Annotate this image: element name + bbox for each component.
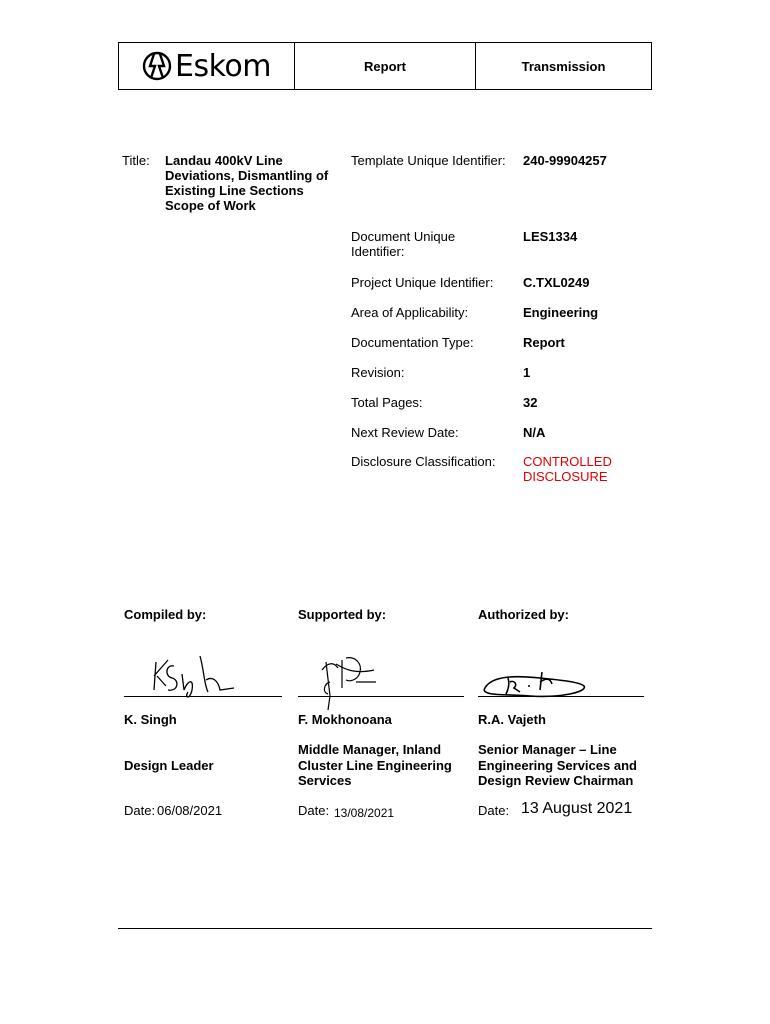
header-doc-type-label: Report: [364, 58, 406, 74]
footer-divider: [118, 928, 652, 929]
authorizer-role: Senior Manager – Line Engineering Services and Design Review Chairman: [478, 742, 637, 788]
eskom-logo-icon: [142, 50, 172, 82]
meta-value-classification: CONTROLLED DISCLOSURE: [523, 454, 612, 484]
compiler-role: Design Leader: [124, 758, 214, 773]
header-doc-type: [295, 43, 476, 89]
signature-r-a-vajeth: [480, 664, 590, 704]
meta-label-classification: Disclosure Classification:: [351, 454, 496, 469]
supporter-role: Middle Manager, Inland Cluster Line Engineering Services: [298, 742, 452, 788]
signature-f-mokhonoana: [316, 652, 396, 712]
signature-k-singh: [148, 650, 238, 702]
compiler-name: K. Singh: [124, 712, 177, 727]
meta-label-document-id: Document Unique Identifier:: [351, 229, 456, 259]
meta-label-revision: Revision:: [351, 365, 405, 380]
authorizer-date: 13 August 2021: [521, 800, 633, 817]
title-label: Title:: [122, 153, 150, 168]
meta-value-area: Engineering: [523, 305, 599, 320]
authorizer-date-label: Date:: [478, 803, 510, 818]
meta-value-next-review: N/A: [523, 425, 546, 440]
meta-value-document-id: LES1334: [523, 229, 578, 244]
meta-label-doc-type: Documentation Type:: [351, 335, 474, 350]
document-title: Landau 400kV Line Deviations, Dismantling of Existing Line Sections Scope of Work: [165, 153, 329, 213]
meta-value-template-id: 240-99904257: [523, 153, 607, 168]
supporter-date: 13/08/2021: [334, 806, 395, 820]
header-division-label: Transmission: [521, 58, 606, 74]
meta-label-area: Area of Applicability:: [351, 305, 469, 320]
supporter-date-label: Date:: [298, 803, 330, 818]
header-division: [476, 43, 651, 89]
meta-value-revision: 1: [523, 365, 531, 380]
meta-value-project-id: C.TXL0249: [523, 275, 590, 290]
meta-value-total-pages: 32: [523, 395, 538, 410]
supporter-name: F. Mokhonoana: [298, 712, 392, 727]
meta-label-next-review: Next Review Date:: [351, 425, 459, 440]
authorizer-name: R.A. Vajeth: [478, 712, 546, 727]
meta-label-project-id: Project Unique Identifier:: [351, 275, 494, 290]
eskom-logo: [142, 49, 271, 84]
logo-text: Eskom: [175, 48, 271, 84]
compiler-date-label: Date:: [124, 803, 156, 818]
supported-by-heading: Supported by:: [298, 607, 387, 622]
compiled-by-heading: Compiled by:: [124, 607, 207, 622]
meta-value-doc-type: Report: [523, 335, 565, 350]
meta-label-total-pages: Total Pages:: [351, 395, 423, 410]
compiler-date: 06/08/2021: [157, 803, 223, 818]
document-header: [118, 42, 652, 90]
authorized-by-heading: Authorized by:: [478, 607, 569, 622]
meta-label-template-id: Template Unique Identifier:: [351, 153, 506, 168]
header-logo-cell: [119, 43, 295, 89]
